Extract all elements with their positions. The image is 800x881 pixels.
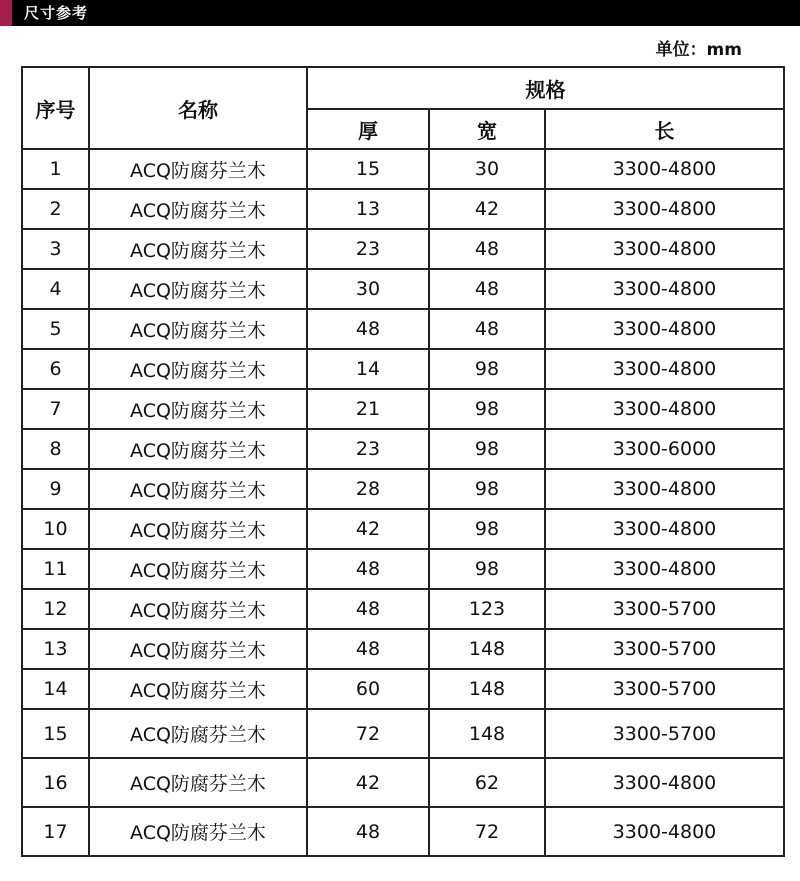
cell-no: 1 (22, 149, 89, 189)
cell-width: 98 (429, 429, 545, 469)
cell-width: 148 (429, 709, 545, 758)
table-body (22, 149, 784, 856)
cell-no: 4 (22, 269, 89, 309)
cell-width: 98 (429, 509, 545, 549)
cell-no: 14 (22, 669, 89, 709)
cell-name: ACQ防腐芬兰木 (89, 589, 307, 629)
cell-no: 16 (22, 758, 89, 807)
cell-length: 3300-5700 (545, 589, 784, 629)
cell-name: ACQ防腐芬兰木 (89, 309, 307, 349)
cell-name: ACQ防腐芬兰木 (89, 389, 307, 429)
cell-length: 3300-4800 (545, 149, 784, 189)
cell-name: ACQ防腐芬兰木 (89, 807, 307, 856)
cell-thickness: 28 (307, 469, 429, 509)
cell-thickness: 23 (307, 429, 429, 469)
cell-thickness: 14 (307, 349, 429, 389)
cell-width: 148 (429, 629, 545, 669)
cell-thickness: 42 (307, 509, 429, 549)
cell-thickness: 13 (307, 189, 429, 229)
cell-name: ACQ防腐芬兰木 (89, 189, 307, 229)
cell-thickness: 15 (307, 149, 429, 189)
cell-length: 3300-5700 (545, 669, 784, 709)
cell-no: 9 (22, 469, 89, 509)
cell-width: 98 (429, 469, 545, 509)
header-length: 长 (545, 109, 784, 149)
cell-width: 48 (429, 269, 545, 309)
table-row (22, 189, 784, 229)
cell-length: 3300-6000 (545, 429, 784, 469)
cell-no: 11 (22, 549, 89, 589)
cell-name: ACQ防腐芬兰木 (89, 629, 307, 669)
cell-name: ACQ防腐芬兰木 (89, 549, 307, 589)
cell-length: 3300-4800 (545, 549, 784, 589)
cell-no: 3 (22, 229, 89, 269)
cell-width: 30 (429, 149, 545, 189)
table-row (22, 149, 784, 189)
cell-no: 8 (22, 429, 89, 469)
cell-no: 2 (22, 189, 89, 229)
cell-length: 3300-4800 (545, 349, 784, 389)
cell-length: 3300-4800 (545, 269, 784, 309)
cell-thickness: 21 (307, 389, 429, 429)
cell-no: 13 (22, 629, 89, 669)
header-width: 宽 (429, 109, 545, 149)
section-title: 尺寸参考 (24, 4, 89, 22)
cell-name: ACQ防腐芬兰木 (89, 469, 307, 509)
cell-no: 15 (22, 709, 89, 758)
cell-length: 3300-4800 (545, 229, 784, 269)
cell-length: 3300-4800 (545, 807, 784, 856)
cell-length: 3300-4800 (545, 509, 784, 549)
cell-thickness: 72 (307, 709, 429, 758)
cell-thickness: 48 (307, 589, 429, 629)
cell-no: 17 (22, 807, 89, 856)
cell-width: 72 (429, 807, 545, 856)
cell-width: 98 (429, 549, 545, 589)
cell-width: 98 (429, 389, 545, 429)
unit-label: 单位：mm (655, 40, 742, 60)
table-row (22, 709, 784, 758)
cell-thickness: 48 (307, 309, 429, 349)
cell-thickness: 60 (307, 669, 429, 709)
cell-name: ACQ防腐芬兰木 (89, 149, 307, 189)
cell-width: 48 (429, 309, 545, 349)
cell-no: 7 (22, 389, 89, 429)
cell-name: ACQ防腐芬兰木 (89, 269, 307, 309)
cell-length: 3300-5700 (545, 709, 784, 758)
cell-name: ACQ防腐芬兰木 (89, 509, 307, 549)
cell-no: 10 (22, 509, 89, 549)
cell-thickness: 42 (307, 758, 429, 807)
table-row (22, 469, 784, 509)
table-row (22, 807, 784, 856)
table-row (22, 229, 784, 269)
banner-accent (0, 0, 12, 26)
cell-length: 3300-5700 (545, 629, 784, 669)
cell-thickness: 30 (307, 269, 429, 309)
table-row (22, 349, 784, 389)
cell-thickness: 48 (307, 549, 429, 589)
cell-name: ACQ防腐芬兰木 (89, 709, 307, 758)
cell-length: 3300-4800 (545, 309, 784, 349)
cell-name: ACQ防腐芬兰木 (89, 758, 307, 807)
cell-length: 3300-4800 (545, 469, 784, 509)
table-row (22, 669, 784, 709)
cell-no: 5 (22, 309, 89, 349)
cell-width: 48 (429, 229, 545, 269)
cell-length: 3300-4800 (545, 389, 784, 429)
cell-no: 12 (22, 589, 89, 629)
table-row (22, 389, 784, 429)
cell-width: 42 (429, 189, 545, 229)
cell-thickness: 48 (307, 807, 429, 856)
cell-name: ACQ防腐芬兰木 (89, 229, 307, 269)
header-index: 序号 (22, 67, 89, 149)
header-spec: 规格 (307, 67, 784, 109)
cell-name: ACQ防腐芬兰木 (89, 349, 307, 389)
cell-length: 3300-4800 (545, 189, 784, 229)
cell-name: ACQ防腐芬兰木 (89, 669, 307, 709)
table-row (22, 509, 784, 549)
table-row (22, 549, 784, 589)
cell-width: 62 (429, 758, 545, 807)
cell-length: 3300-4800 (545, 758, 784, 807)
table-row (22, 269, 784, 309)
section-banner (0, 0, 800, 26)
header-thickness: 厚 (307, 109, 429, 149)
table-row (22, 629, 784, 669)
size-table (21, 66, 785, 857)
table-row (22, 758, 784, 807)
cell-no: 6 (22, 349, 89, 389)
cell-width: 148 (429, 669, 545, 709)
cell-thickness: 23 (307, 229, 429, 269)
cell-thickness: 48 (307, 629, 429, 669)
table-row (22, 589, 784, 629)
table-row (22, 309, 784, 349)
header-name: 名称 (89, 67, 307, 149)
cell-width: 98 (429, 349, 545, 389)
cell-name: ACQ防腐芬兰木 (89, 429, 307, 469)
table-row (22, 429, 784, 469)
cell-width: 123 (429, 589, 545, 629)
